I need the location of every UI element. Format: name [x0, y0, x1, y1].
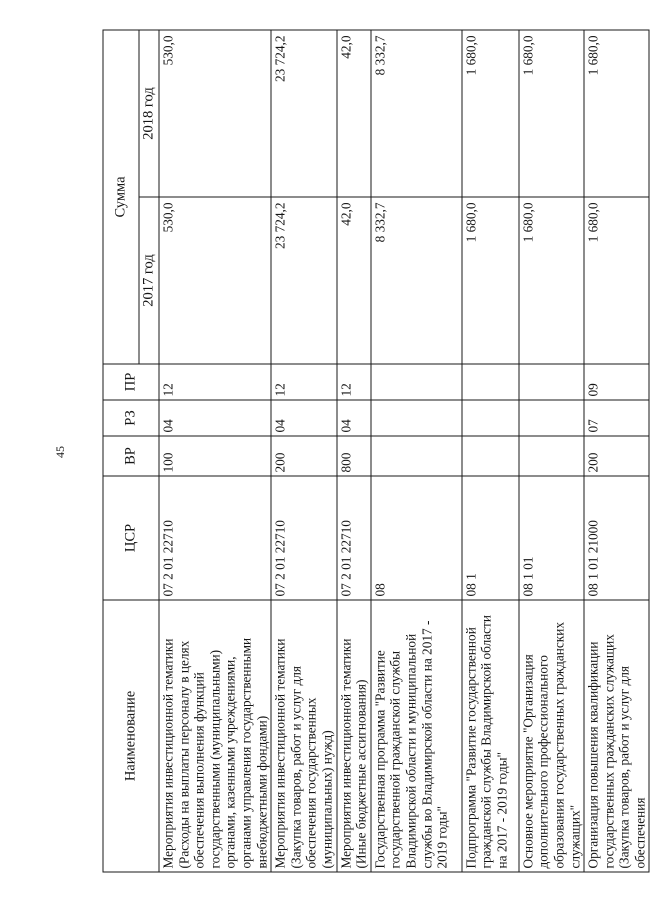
cell-name: Мероприятия инвестиционной тематики (Иные бюджетные ассигнования) — [337, 600, 371, 872]
cell-rz: 07 — [584, 400, 649, 436]
cell-pr: 12 — [271, 364, 336, 400]
header-year-2017: 2017 год — [139, 197, 159, 364]
cell-pr — [462, 364, 519, 400]
cell-pr: 12 — [159, 364, 271, 400]
cell-vr: 200 — [271, 436, 336, 476]
cell-2018: 1 680,0 — [462, 30, 519, 197]
cell-name: Подпрограмма "Развитие государственной гражданской службы Владимирской области на 2017 - 2019 годы" — [462, 600, 519, 872]
cell-pr — [519, 364, 584, 400]
cell-name: Организация повышения квалификации государственных гражданских служащих (Закупка товаров, работ и услуг для обеспечения — [584, 600, 649, 872]
header-row — [103, 30, 139, 872]
cell-2017: 8 332,7 — [371, 197, 462, 364]
cell-csr: 08 — [371, 476, 462, 600]
table-row — [271, 30, 336, 872]
cell-name: Основное мероприятие "Организация дополнительного профессионального образования государственных гражданских служащих" — [519, 600, 584, 872]
cell-csr: 08 1 01 — [519, 476, 584, 600]
table-row — [519, 30, 584, 872]
cell-2018: 1 680,0 — [519, 30, 584, 197]
cell-pr: 12 — [337, 364, 371, 400]
header-year-2018: 2018 год — [139, 30, 159, 197]
page-number: 45 — [53, 446, 67, 458]
header-rz: РЗ — [103, 400, 159, 436]
cell-vr: 200 — [584, 436, 649, 476]
cell-rz — [519, 400, 584, 436]
cell-2017: 42,0 — [337, 197, 371, 364]
cell-vr — [519, 436, 584, 476]
cell-2017: 1 680,0 — [462, 197, 519, 364]
cell-rz: 04 — [271, 400, 336, 436]
cell-name: Государственная программа "Развитие государственной гражданской службы Владимирской области и муниципальной службы во Владимирской области на 2017 - 2019 годы" — [371, 600, 462, 872]
cell-pr — [371, 364, 462, 400]
cell-2018: 23 724,2 — [271, 30, 336, 197]
cell-csr: 07 2 01 22710 — [337, 476, 371, 600]
table-row — [337, 30, 371, 872]
cell-rz: 04 — [159, 400, 271, 436]
cell-rz: 04 — [337, 400, 371, 436]
cell-2017: 530,0 — [159, 197, 271, 364]
cell-2018: 530,0 — [159, 30, 271, 197]
table-row — [584, 30, 649, 872]
cell-csr: 08 1 01 21000 — [584, 476, 649, 600]
table-row — [159, 30, 271, 872]
cell-2017: 23 724,2 — [271, 197, 336, 364]
header-csr: ЦСР — [103, 476, 159, 600]
budget-table-frame — [103, 31, 648, 873]
cell-name: Мероприятия инвестиционной тематики (Закупка товаров, работ и услуг для обеспечения государственных (муниципальных) нужд) — [271, 600, 336, 872]
header-vr: ВР — [103, 436, 159, 476]
cell-name: Мероприятия инвестиционной тематики (Расходы на выплаты персоналу в целях обеспечения выполнения функций государственными (муниципальными) органами, казенными учреждениями, органами управления государственными внебюджетными фондами) — [159, 600, 271, 872]
table-row — [462, 30, 519, 872]
cell-csr: 08 1 — [462, 476, 519, 600]
cell-2018: 8 332,7 — [371, 30, 462, 197]
cell-2017: 1 680,0 — [519, 197, 584, 364]
cell-2018: 1 680,0 — [584, 30, 649, 197]
cell-vr — [371, 436, 462, 476]
budget-table — [103, 30, 650, 873]
cell-csr: 07 2 01 22710 — [271, 476, 336, 600]
header-sum: Сумма — [103, 30, 139, 364]
cell-2017: 1 680,0 — [584, 197, 649, 364]
cell-rz — [462, 400, 519, 436]
cell-vr: 800 — [337, 436, 371, 476]
cell-vr: 100 — [159, 436, 271, 476]
cell-vr — [462, 436, 519, 476]
header-pr: ПР — [103, 364, 159, 400]
cell-csr: 07 2 01 22710 — [159, 476, 271, 600]
cell-2018: 42,0 — [337, 30, 371, 197]
cell-pr: 09 — [584, 364, 649, 400]
header-name: Наименование — [103, 600, 159, 872]
table-row — [371, 30, 462, 872]
cell-rz — [371, 400, 462, 436]
